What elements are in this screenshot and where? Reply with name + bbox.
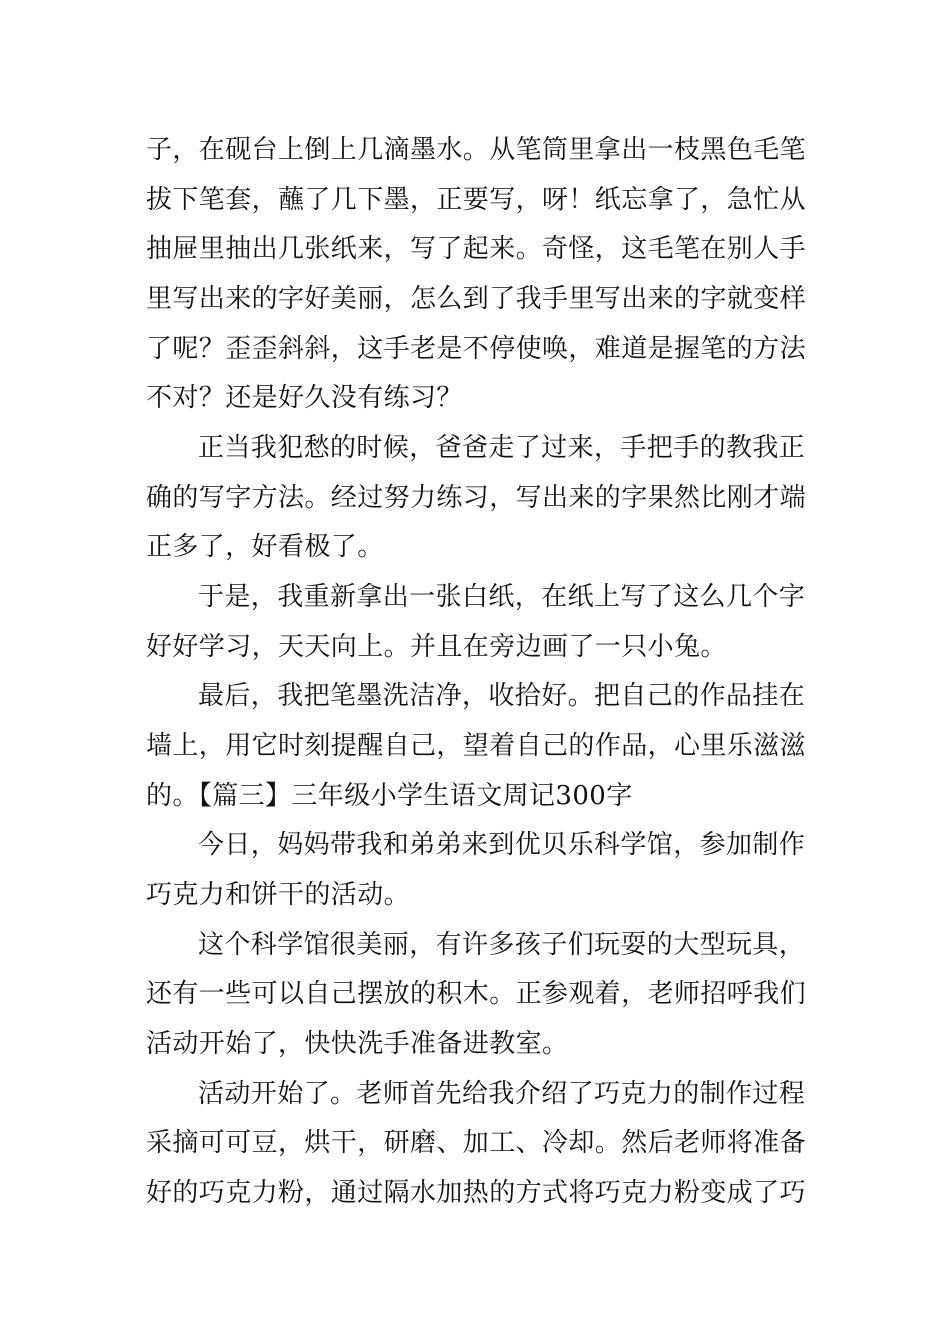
text-line: 不对？还是好久没有练习？ xyxy=(146,383,463,413)
text-line: 拔下笔套，蘸了几下墨，正要写，呀！纸忘拿了，急忙从 xyxy=(146,185,807,215)
text-line: 确的写字方法。经过努力练习，写出来的字果然比刚才端 xyxy=(146,483,807,513)
text-line: 正多了，好看极了。 xyxy=(146,532,384,562)
text-line: 还有一些可以自己摆放的积木。正参观着，老师招呼我们 xyxy=(146,979,807,1009)
section-heading-line: 的。【篇三】三年级小学生语文周记300字 xyxy=(146,781,633,811)
text-line: 好的巧克力粉，通过隔水加热的方式将巧克力粉变成了巧 xyxy=(146,1178,807,1208)
paragraph-first-line: 最后，我把笔墨洗洁净，收拾好。把自己的作品挂在 xyxy=(198,681,806,711)
paragraph-first-line: 于是，我重新拿出一张白纸，在纸上写了这么几个字 xyxy=(198,582,806,612)
text-line: 抽屉里抽出几张纸来，写了起来。奇怪，这毛笔在别人手 xyxy=(146,234,807,264)
text-line: 子，在砚台上倒上几滴墨水。从笔筒里拿出一枝黑色毛笔 xyxy=(146,135,807,165)
text-line: 里写出来的字好美丽，怎么到了我手里写出来的字就变样 xyxy=(146,284,807,314)
paragraph-first-line: 活动开始了。老师首先给我介绍了巧克力的制作过程 xyxy=(198,1079,806,1109)
paragraph-first-line: 今日，妈妈带我和弟弟来到优贝乐科学馆，参加制作 xyxy=(198,830,806,860)
text-line: 巧克力和饼干的活动。 xyxy=(146,880,411,910)
text-line: 了呢？歪歪斜斜，这手老是不停使唤，难道是握笔的方法 xyxy=(146,334,807,364)
text-line: 活动开始了，快快洗手准备进教室。 xyxy=(146,1029,569,1059)
paragraph-first-line: 正当我犯愁的时候，爸爸走了过来，手把手的教我正 xyxy=(198,433,806,463)
text-line: 采摘可可豆，烘干，研磨、加工、冷却。然后老师将准备 xyxy=(146,1128,807,1158)
paragraph-first-line: 这个科学馆很美丽，有许多孩子们玩耍的大型玩具， xyxy=(198,930,806,960)
text-line: 好好学习，天天向上。并且在旁边画了一只小兔。 xyxy=(146,632,727,662)
text-line: 墙上，用它时刻提醒自己，望着自己的作品，心里乐滋滋 xyxy=(146,731,807,761)
